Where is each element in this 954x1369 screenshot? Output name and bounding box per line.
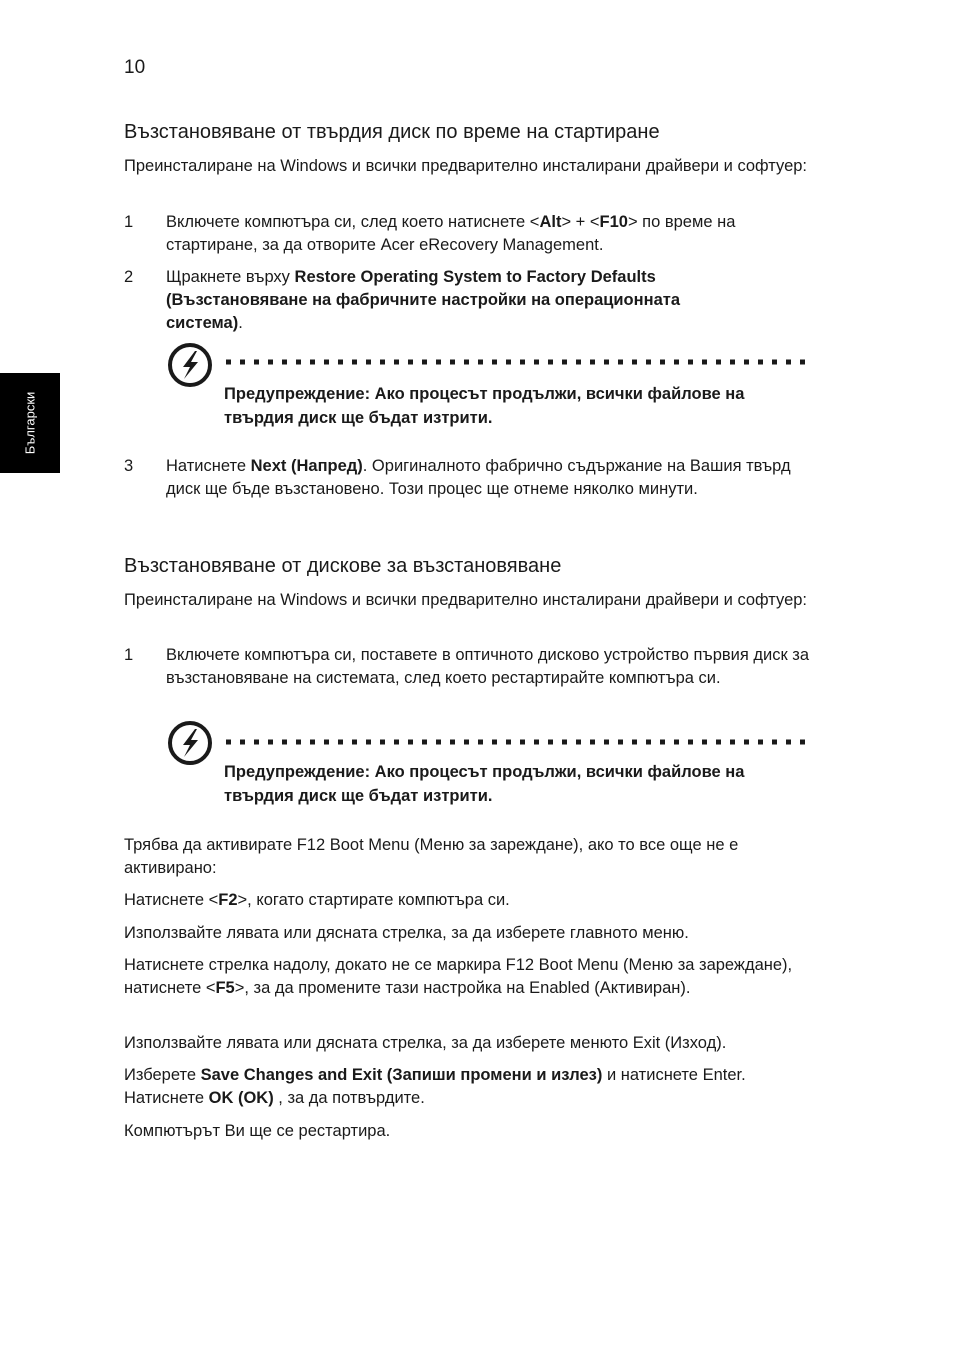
section1-title: Възстановяване от твърдия диск по време на стартиране	[124, 121, 660, 143]
language-side-tab	[0, 373, 60, 473]
section1-step3: Натиснете Next (Напред). Оригиналното фабрично съдържание на Вашия твърд диск ще бъде възстановено. Този процес ще отнеме няколко минути.	[166, 457, 791, 498]
section1-step1: Включете компютъра си, след което натиснете <Alt> + <F10> по време на стартиране, за да отворите Acer eRecovery Management.	[166, 213, 736, 254]
paragraph-f12-intro: Трябва да активирате F12 Boot Menu (Меню за зареждане), ако то все още не е активирано:	[124, 836, 739, 877]
warning-lightning-icon	[166, 341, 214, 389]
section2-warning-text: Предупреждение: Ако процесът продължи, всички файлове на твърдия диск ще бъдат изтрити.	[224, 763, 745, 805]
step-number: 1	[124, 213, 134, 231]
step-number: 2	[124, 268, 134, 286]
paragraph-main-menu: Използвайте лявата или дясната стрелка, за да изберете главното меню.	[124, 924, 689, 942]
warning-divider	[224, 739, 810, 745]
paragraph-exit-menu: Използвайте лявата или дясната стрелка, за да изберете менюто Exit (Изход).	[124, 1034, 727, 1052]
warning-lightning-icon	[166, 719, 214, 767]
section2-step1: Включете компютъра си, поставете в оптичното дисково устройство първия диск за възстановяване на системата, след което рестартирайте компютъра си.	[166, 646, 810, 687]
section2-intro: Преинсталиране на Windows и всички предварително инсталирани драйвери и софтуер:	[124, 591, 808, 609]
paragraph-save-changes: Изберете Save Changes and Exit (Запиши промени и излез) и натиснете Enter. Натиснете OK (OK) , за да потвърдите.	[124, 1066, 746, 1107]
paragraph-restart: Компютърът Ви ще се рестартира.	[124, 1122, 391, 1140]
paragraph-enable-f12: Натиснете стрелка надолу, докато не се маркира F12 Boot Menu (Меню за зареждане), натиснете <F5>, за да промените тази настройка на Enabled (Активиран).	[124, 956, 793, 997]
warning-divider	[224, 359, 810, 365]
section1-warning-text: Предупреждение: Ако процесът продължи, всички файлове на твърдия диск ще бъдат изтрити.	[224, 385, 745, 427]
step-number: 3	[124, 457, 134, 475]
language-side-tab-label: Български	[22, 391, 38, 455]
page-number: 10	[124, 57, 146, 78]
section1-intro: Преинсталиране на Windows и всички предварително инсталирани драйвери и софтуер:	[124, 157, 808, 175]
section2-title: Възстановяване от дискове за възстановяване	[124, 555, 562, 577]
step-number: 1	[124, 646, 134, 664]
section1-step2: Щракнете върху Restore Operating System to Factory Defaults (Възстановяване на фабричните настройки на операционната система).	[166, 268, 680, 332]
paragraph-press-f2: Натиснете <F2>, когато стартирате компютъра си.	[124, 891, 510, 909]
